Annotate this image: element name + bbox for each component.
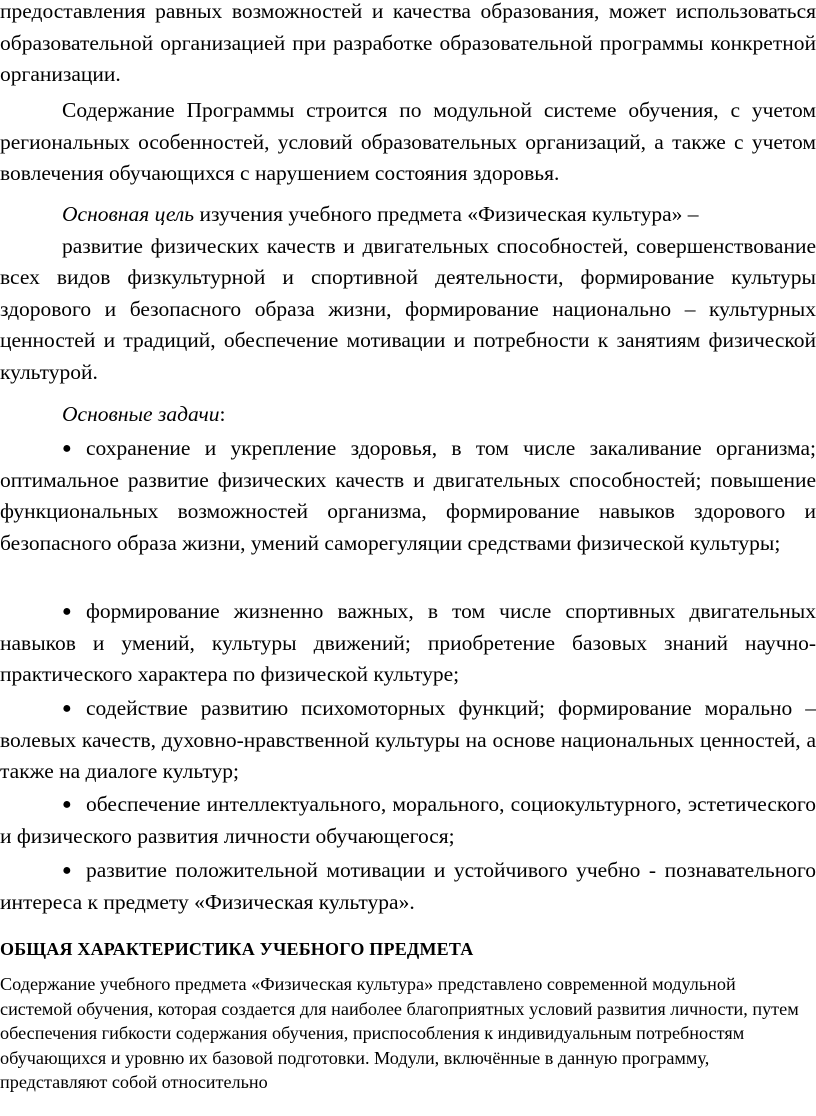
list-item-text: формирование жизненно важных, в том числе спортивных двигательных навыков и умений, культуры движений; приобретение базовых знаний научно-практического характера по физической культуре; — [0, 599, 816, 687]
list-item — [0, 433, 816, 559]
main-goal-label: Основная цель — [62, 202, 195, 226]
main-goal-heading-line — [0, 199, 816, 231]
list-item — [0, 789, 816, 852]
bullet-icon: ● — [62, 700, 72, 717]
paragraph-program-content: Содержание Программы строится по модульной системе обучения, с учетом региональных особенностей, условий образовательных организаций, а также с учетом вовлечения обучающихся с нарушением состояния здоровья. — [0, 98, 816, 186]
paragraph-main-goal — [0, 199, 816, 389]
list-item-text: сохранение и укрепление здоровья, в том числе закаливание организма; оптимальное развитие физических качеств и двигательных способностей; повышение функциональных возможностей организма, формирование навыков здорового и безопасного образа жизни, умений саморегуляции средствами физической культуры; — [0, 436, 816, 555]
section-heading: ОБЩАЯ ХАРАКТЕРИСТИКА УЧЕБНОГО ПРЕДМЕТА — [0, 939, 474, 959]
main-goal-subject: изучения учебного предмета «Физическая культура» – — [194, 202, 699, 226]
main-goal-body: развитие физических качеств и двигательных способностей, совершенствование всех видов физкультурной и спортивной деятельности, формирование культуры здорового и безопасного образа жизни, формирование национально – культурных ценностей и традиций, обеспечение мотивации и потребности к занятиям физической культурой. — [0, 233, 816, 384]
main-tasks-colon: : — [219, 402, 226, 426]
bullet-icon: ● — [62, 440, 72, 457]
list-item-text: развитие положительной мотивации и устойчивого учебно - познавательного интереса к предмету «Физическая культура». — [0, 858, 816, 914]
paragraph-intro-continuation: предоставления равных возможностей и качества образования, может использоваться образовательной организацией при разработке образовательной программы конкретной организации. — [0, 0, 816, 87]
paragraph-main-tasks — [0, 399, 816, 431]
list-item — [0, 693, 816, 788]
bullet-icon: ● — [62, 603, 72, 620]
section-body: Содержание учебного предмета «Физическая культура» представлено современной модульной системой обучения, которая создается для наиболее благоприятных условий развития личности, путем обеспечения гибкости содержания обучения, приспособления к индивидуальным потребностям обучающихся и уровню их базовой подготовки. Модули, включённые в данную программу, представляют собой относительно — [0, 974, 799, 1092]
list-item — [0, 596, 816, 691]
list-item-text: содействие развитию психомоторных функций; формирование морально – волевых качеств, духовно-нравственной культуры на основе национальных ценностей, а также на диалоге культур; — [0, 696, 816, 784]
bullet-icon: ● — [62, 862, 72, 879]
main-tasks-label: Основные задачи — [62, 402, 220, 426]
bullet-icon: ● — [62, 796, 72, 813]
list-item — [0, 855, 816, 918]
list-item-text: обеспечение интеллектуального, морального, социокультурного, эстетического и физического развития личности обучающегося; — [0, 792, 816, 848]
